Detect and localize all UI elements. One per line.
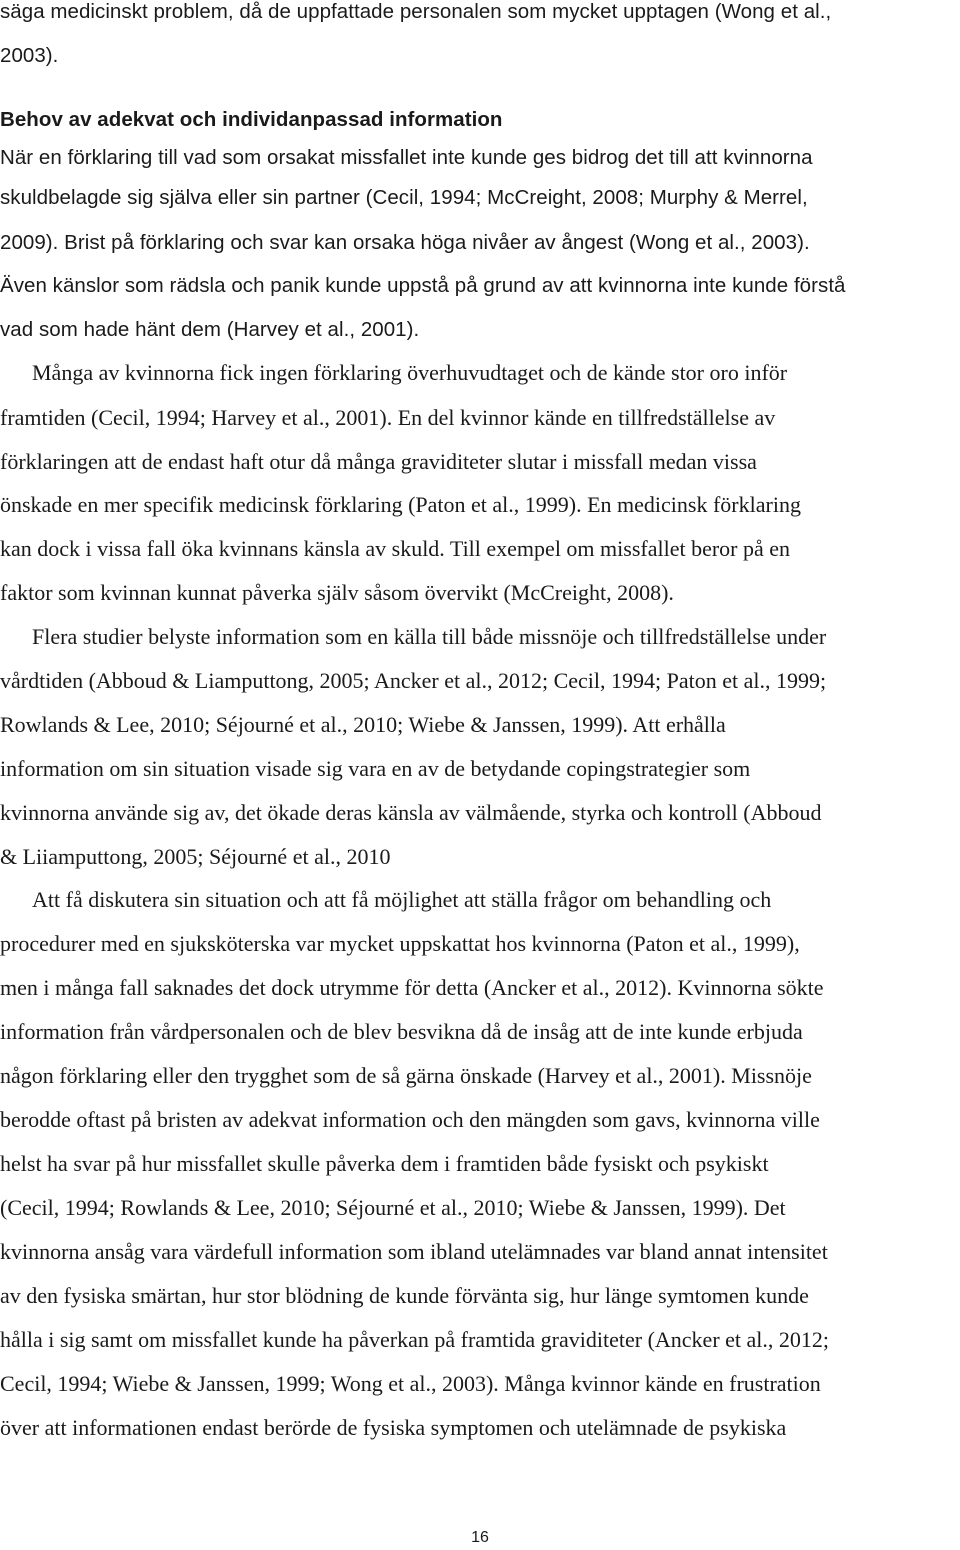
text-line: 2009). Brist på förklaring och svar kan orsaka höga nivåer av ångest (Wong et al., 2003).: [0, 231, 810, 254]
text-line: kvinnorna ansåg vara värdefull information som ibland utelämnades var bland annat intensitet: [0, 1239, 828, 1264]
text-line: av den fysiska smärtan, hur stor blödning de kunde förvänta sig, hur länge symtomen kunde: [0, 1283, 809, 1308]
paragraph-first-line: Många av kvinnorna fick ingen förklaring överhuvudtaget och de kände stor oro inför: [32, 360, 788, 385]
section-heading: Behov av adekvat och individanpassad information: [0, 108, 503, 131]
text-line: När en förklaring till vad som orsakat missfallet inte kunde ges bidrog det till att kvinnorna: [0, 146, 813, 169]
text-line: säga medicinskt problem, då de uppfattade personalen som mycket upptagen (Wong et al.,: [0, 0, 832, 23]
text-line: skuldbelagde sig själva eller sin partner (Cecil, 1994; McCreight, 2008; Murphy & Merrel,: [0, 186, 808, 209]
text-line: Cecil, 1994; Wiebe & Janssen, 1999; Wong et al., 2003). Många kvinnor kände en frustration: [0, 1371, 821, 1396]
text-line: hålla i sig samt om missfallet kunde ha påverkan på framtida graviditeter (Ancker et al., 2012;: [0, 1327, 830, 1352]
text-line: önskade en mer specifik medicinsk förklaring (Paton et al., 1999). En medicinsk förklaring: [0, 492, 801, 517]
text-line: helst ha svar på hur missfallet skulle påverka dem i framtiden både fysiskt och psykiskt: [0, 1151, 769, 1176]
text-line: berodde oftast på bristen av adekvat information och den mängden som gavs, kvinnorna ville: [0, 1107, 820, 1132]
text-line: (Cecil, 1994; Rowlands & Lee, 2010; Séjourné et al., 2010; Wiebe & Janssen, 1999). Det: [0, 1195, 786, 1220]
text-line: över att informationen endast berörde de fysiska symptomen och utelämnade de psykiska: [0, 1415, 787, 1440]
text-line: kan dock i vissa fall öka kvinnans känsla av skuld. Till exempel om missfallet beror på en: [0, 536, 791, 561]
text-line: Även känslor som rädsla och panik kunde uppstå på grund av att kvinnorna inte kunde förstå: [0, 274, 846, 297]
text-line: Rowlands & Lee, 2010; Séjourné et al., 2010; Wiebe & Janssen, 1999). Att erhålla: [0, 712, 726, 737]
page-number: 16: [471, 1529, 489, 1546]
text-line: & Liiamputtong, 2005; Séjourné et al., 2010: [0, 844, 391, 869]
text-line: vad som hade hänt dem (Harvey et al., 2001).: [0, 318, 420, 341]
text-line: någon förklaring eller den trygghet som de så gärna önskade (Harvey et al., 2001). Missnöje: [0, 1063, 812, 1088]
text-line: men i många fall saknades det dock utrymme för detta (Ancker et al., 2012). Kvinnorna sökte: [0, 975, 824, 1000]
text-line: vårdtiden (Abboud & Liamputtong, 2005; Ancker et al., 2012; Cecil, 1994; Paton et al., 1999;: [0, 668, 827, 693]
text-line: procedurer med en sjuksköterska var mycket uppskattat hos kvinnorna (Paton et al., 1999),: [0, 931, 800, 956]
text-line: information från vårdpersonalen och de blev besvikna då de insåg att de inte kunde erbjuda: [0, 1019, 803, 1044]
text-line: information om sin situation visade sig vara en av de betydande copingstrategier som: [0, 756, 751, 781]
text-line: förklaringen att de endast haft otur då många graviditeter slutar i missfall medan vissa: [0, 449, 757, 474]
text-line: kvinnorna använde sig av, det ökade deras känsla av välmående, styrka och kontroll (Abboud: [0, 800, 822, 825]
text-line: framtiden (Cecil, 1994; Harvey et al., 2001). En del kvinnor kände en tillfredställelse av: [0, 405, 776, 430]
text-line: faktor som kvinnan kunnat påverka själv såsom övervikt (McCreight, 2008).: [0, 580, 674, 605]
paragraph-first-line: Att få diskutera sin situation och att få möjlighet att ställa frågor om behandling och: [32, 887, 772, 912]
paragraph-first-line: Flera studier belyste information som en källa till både missnöje och tillfredställelse under: [32, 624, 827, 649]
text-line: 2003).: [0, 44, 59, 67]
